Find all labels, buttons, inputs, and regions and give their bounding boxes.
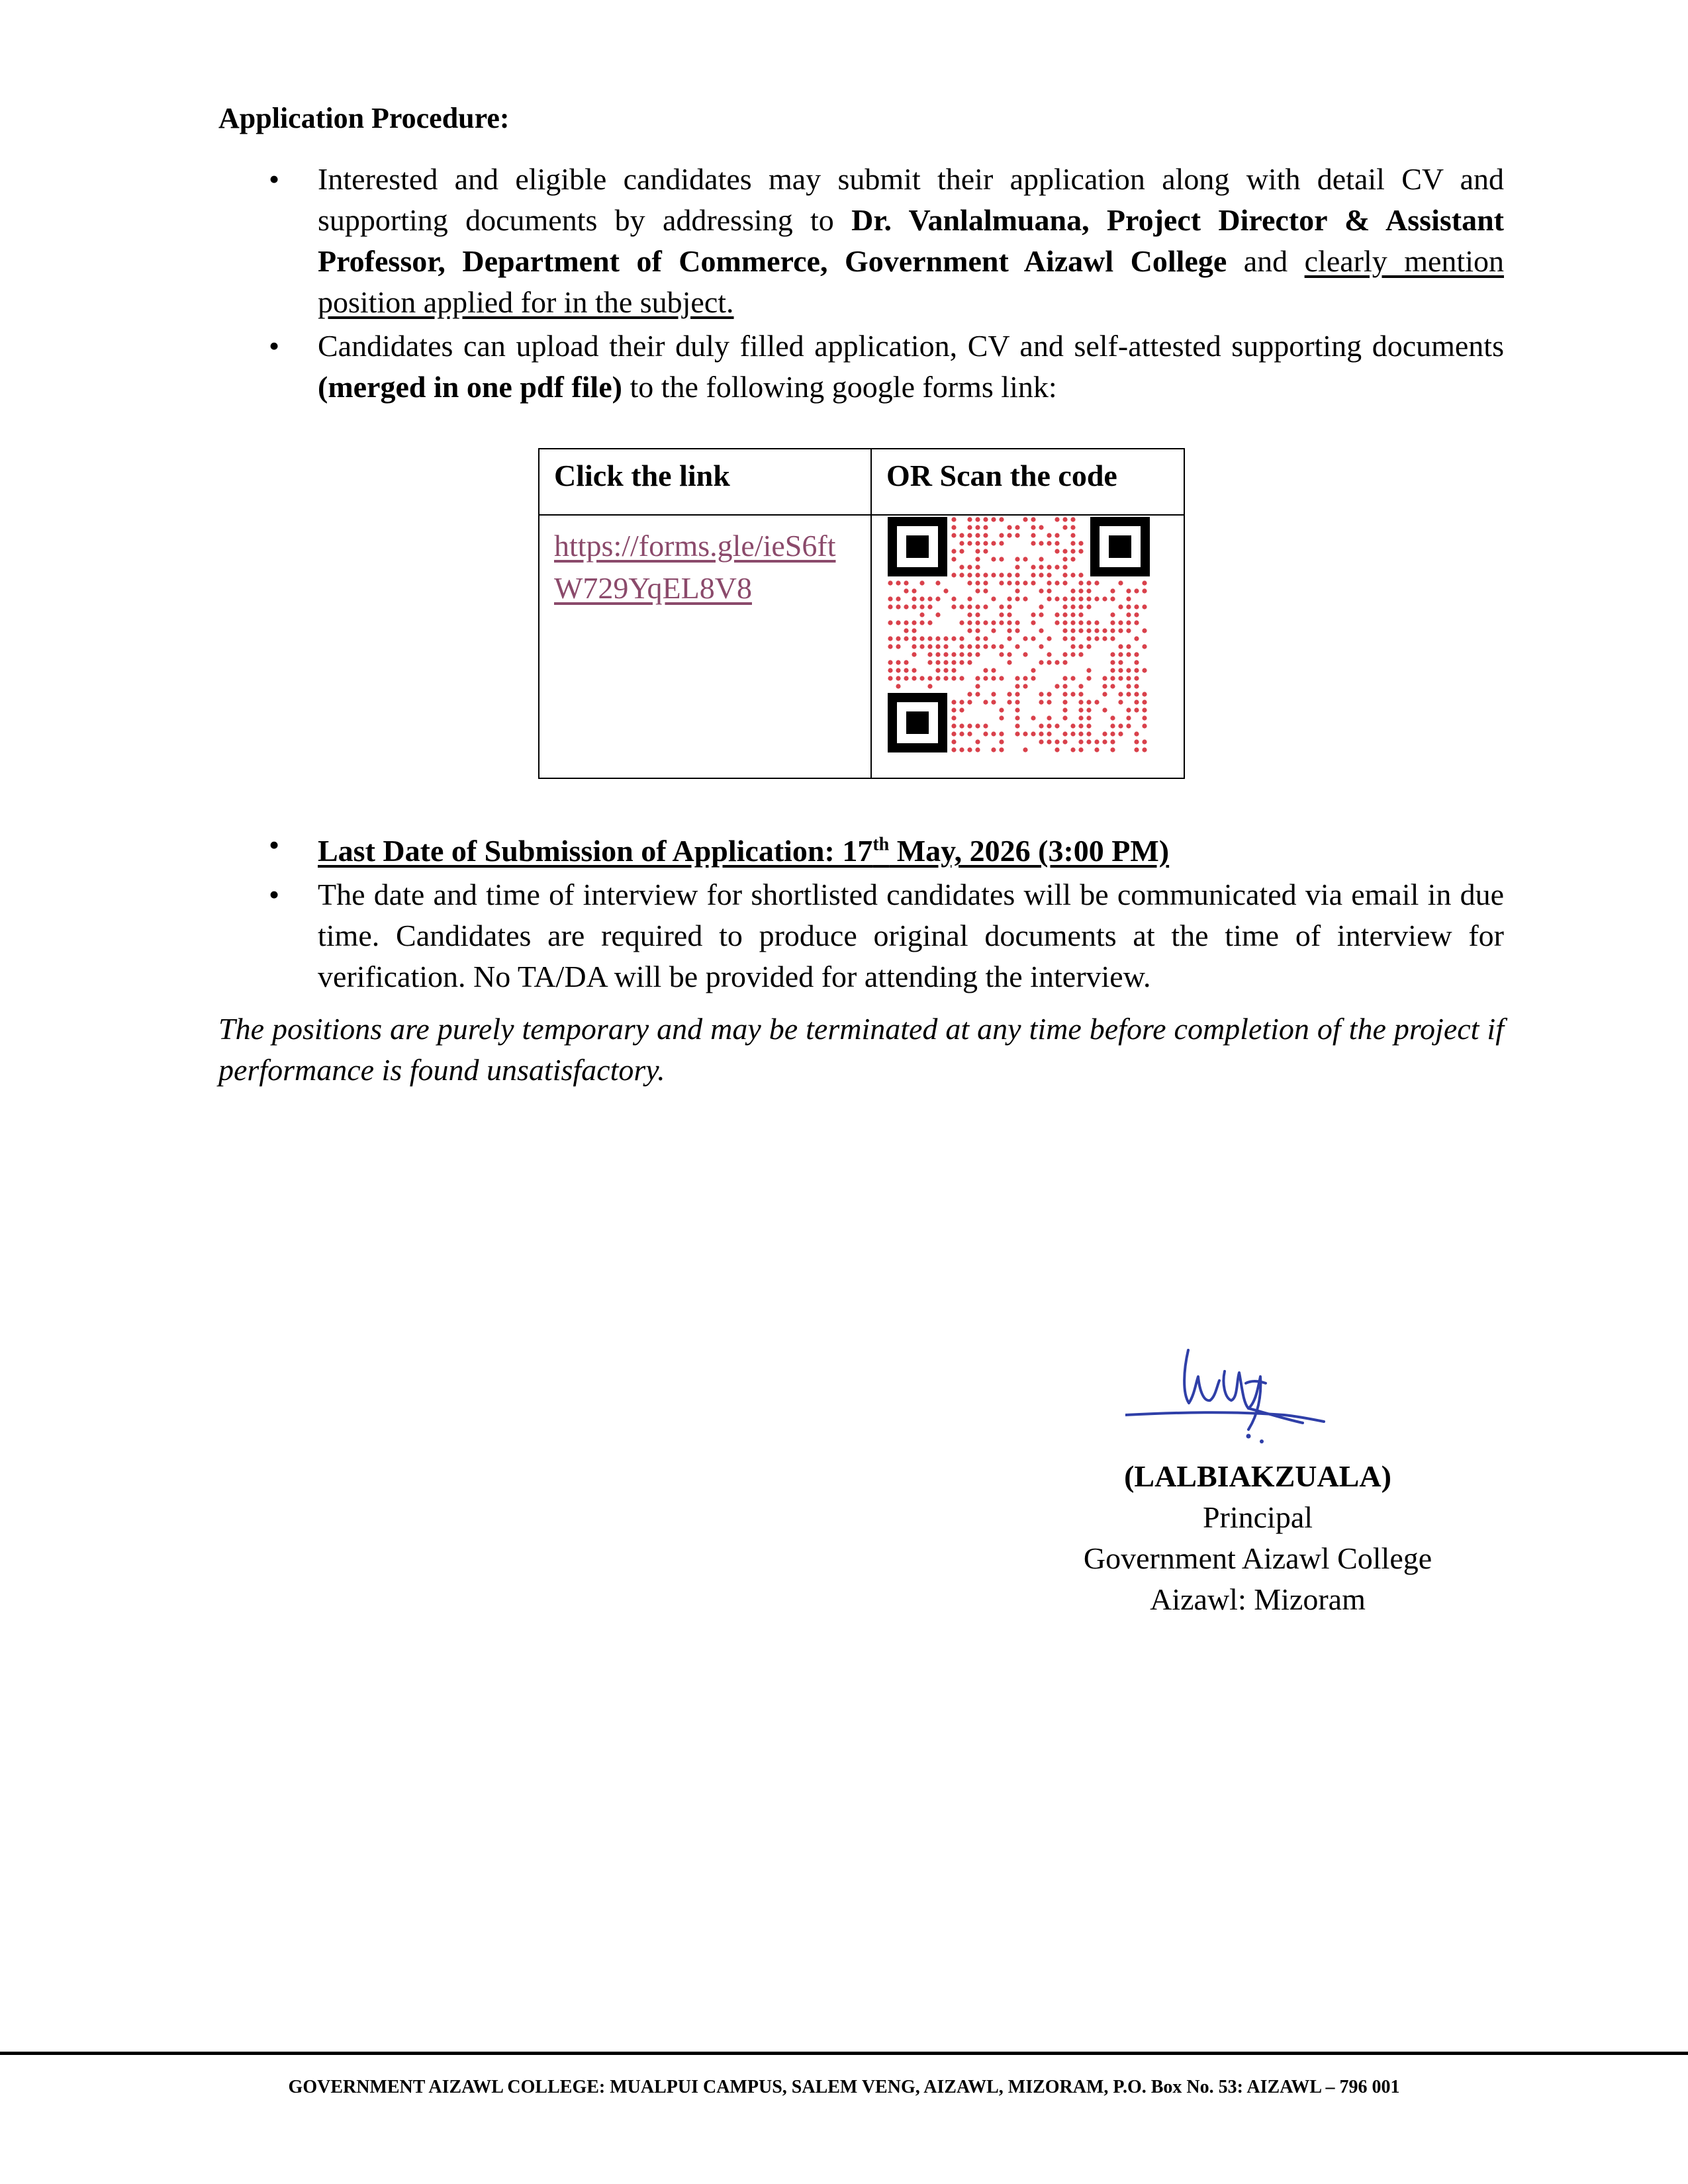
- list-item: [218, 825, 1504, 872]
- link-cell: [539, 515, 871, 778]
- item-text: to the following google forms link:: [622, 370, 1057, 404]
- merge-note: (merged in one pdf file): [318, 370, 622, 404]
- handwritten-signature: [1125, 1337, 1350, 1456]
- item-text: Candidates can upload their duly filled application, CV and self-attested supporting documents: [318, 329, 1504, 363]
- signatory-place: Aizawl: Mizoram: [1150, 1582, 1366, 1616]
- header-click-link: Click the link: [539, 449, 871, 515]
- deadline-prefix: Last Date of Submission of Application: 17: [318, 834, 873, 868]
- list-item: [218, 874, 1504, 997]
- deadline-text: [318, 834, 1169, 868]
- deadline-sup: th: [872, 835, 890, 855]
- procedure-list: [218, 159, 1504, 410]
- signatory-block: [1006, 1456, 1509, 1620]
- item-text: Interested and eligible candidates may submit their application along with detail CV and supporting documents by addressing to: [318, 162, 1504, 237]
- temporary-note: The positions are purely temporary and may be terminated at any time before completion of the project if performance is found unsatisfactory.: [218, 1012, 1504, 1087]
- qr-cell: [871, 515, 1184, 778]
- signatory-title: Principal: [1202, 1500, 1313, 1534]
- signatory-institution: Government Aizawl College: [1083, 1541, 1432, 1575]
- deadline-list: [218, 825, 1504, 1000]
- deadline-suffix: May, 2026 (3:00 PM): [889, 834, 1170, 868]
- list-item: [218, 326, 1504, 408]
- footer-address: GOVERNMENT AIZAWL COLLEGE: MUALPUI CAMPUS, SALEM VENG, AIZAWL, MIZORAM, P.O. Box No. 53: AIZAWL – 796 001: [288, 2077, 1400, 2097]
- signatory-name: (LALBIAKZUALA): [1124, 1459, 1391, 1493]
- header-scan-code: OR Scan the code: [871, 449, 1184, 515]
- footer-rule: [0, 2052, 1688, 2055]
- item-text: and: [1227, 244, 1305, 278]
- qr-code-image[interactable]: [886, 516, 1151, 754]
- google-form-link[interactable]: https://forms.gle/ieS6ftW729YqEL8V8: [554, 529, 836, 605]
- interview-info: The date and time of interview for shortlisted candidates will be communicated via email in due time. Candidates are required to produce original documents at the time of interview for verification. No TA/DA will be provided for attending the interview.: [318, 878, 1504, 994]
- link-table: [538, 448, 1185, 779]
- subject-instruction: clearly mention position applied for in the subject.: [318, 244, 1504, 319]
- list-item: [218, 159, 1504, 323]
- addressee: Dr. Vanlalmuana, Project Director & Assistant Professor, Department of Commerce, Government Aizawl College: [318, 203, 1504, 278]
- section-heading: Application Procedure:: [218, 102, 510, 134]
